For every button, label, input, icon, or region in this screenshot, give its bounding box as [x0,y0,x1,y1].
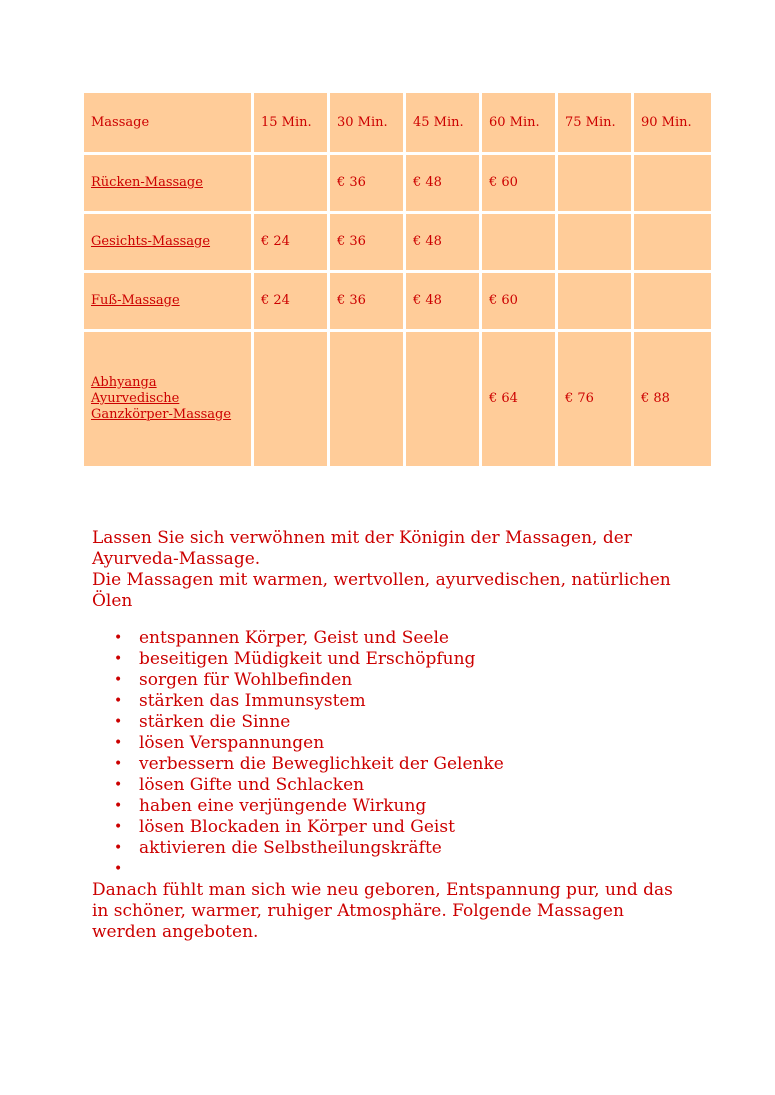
price-table [84,93,711,466]
price-cell [330,332,406,466]
price-cell: € 24 [254,273,330,332]
price-cell: € 60 [482,155,558,214]
price-cell [406,332,482,466]
massage-name-cell [84,273,254,332]
header-cell-60: 60 Min. [482,93,558,155]
massage-name-line: Ganzkörper-Massage [91,407,232,422]
price-cell: € 36 [330,155,406,214]
header-cell-massage: Massage [84,93,254,155]
price-cell: € 48 [406,155,482,214]
fuss-massage-link[interactable]: Fuß-Massage [91,293,180,308]
list-item: • haben eine verjüngende Wirkung [114,796,692,817]
benefits-list [92,628,692,880]
price-cell [254,155,330,214]
intro-line-2: Die Massagen mit warmen, wertvollen, ayurvedischen, natürlichen Ölen [92,570,671,611]
price-cell [634,155,711,214]
table-row [84,155,711,214]
header-cell-75: 75 Min. [558,93,634,155]
list-item: • stärken das Immunsystem [114,691,692,712]
list-item: • lösen Verspannungen [114,733,692,754]
massage-name-cell [84,214,254,273]
price-cell: € 48 [406,273,482,332]
header-cell-30: 30 Min. [330,93,406,155]
list-item: • verbessern die Beweglichkeit der Gelenke [114,754,692,775]
gesichts-massage-link[interactable]: Gesichts-Massage [91,234,211,249]
massage-name-line: Abhyanga [91,375,157,390]
price-cell [634,273,711,332]
list-item: • lösen Blockaden in Körper und Geist [114,817,692,838]
table-row [84,332,711,466]
price-cell: € 76 [558,332,634,466]
price-cell: € 60 [482,273,558,332]
abhyanga-massage-link[interactable] [91,375,231,422]
price-cell: € 64 [482,332,558,466]
price-cell: € 24 [254,214,330,273]
header-cell-45: 45 Min. [406,93,482,155]
massage-name-line: Ayurvedische [91,391,180,406]
list-item [114,859,692,880]
list-item: • stärken die Sinne [114,712,692,733]
massage-name-cell [84,332,254,466]
table-header-row [84,93,711,155]
intro-line-1: Lassen Sie sich verwöhnen mit der Königin der Massagen, der Ayurveda-Massage. [92,528,632,569]
price-cell [254,332,330,466]
description-block [92,528,692,943]
price-cell: € 48 [406,214,482,273]
price-cell: € 88 [634,332,711,466]
price-cell [558,155,634,214]
price-cell [558,214,634,273]
table-row [84,214,711,273]
closing-paragraph: Danach fühlt man sich wie neu geboren, Entspannung pur, und das in schöner, warmer, ruhiger Atmosphäre. Folgende Massagen werden angeboten. [92,880,673,942]
list-item: • beseitigen Müdigkeit und Erschöpfung [114,649,692,670]
list-item: • aktivieren die Selbstheilungskräfte [114,838,692,859]
list-item: • entspannen Körper, Geist und Seele [114,628,692,649]
price-cell: € 36 [330,273,406,332]
price-cell [482,214,558,273]
table-row [84,273,711,332]
massage-name-cell [84,155,254,214]
header-cell-90: 90 Min. [634,93,711,155]
list-item: • lösen Gifte und Schlacken [114,775,692,796]
header-cell-15: 15 Min. [254,93,330,155]
ruecken-massage-link[interactable]: Rücken-Massage [91,175,203,190]
list-item: • sorgen für Wohlbefinden [114,670,692,691]
price-cell [634,214,711,273]
price-cell [558,273,634,332]
price-cell: € 36 [330,214,406,273]
